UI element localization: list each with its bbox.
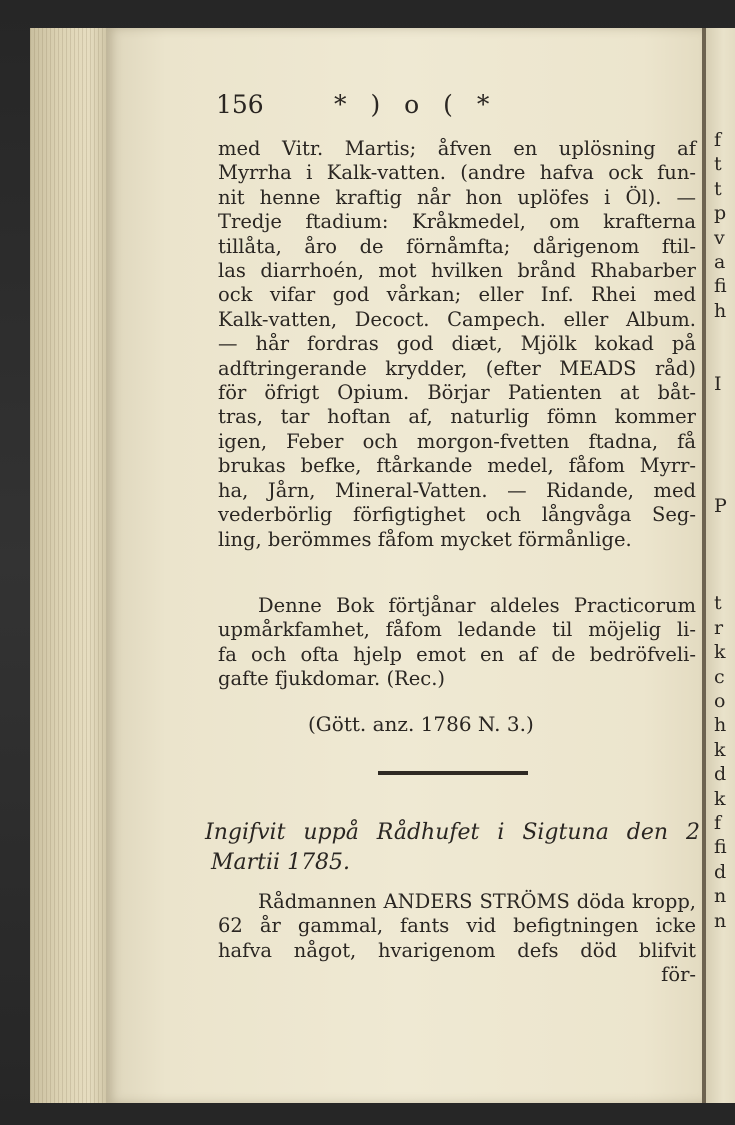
page-edge-stack	[30, 28, 108, 1103]
review-line: gafte fjukdomar. (Rec.)	[218, 667, 446, 691]
body-line: för öfrigt Opium. Börjar Patienten at båt-	[218, 381, 696, 405]
facing-page-fragment: I	[714, 372, 722, 395]
facing-page-fragment: a	[714, 250, 726, 273]
facing-page-fragment: n	[714, 909, 727, 932]
body-line: med Vitr. Martis; åfven en uplösning af	[218, 137, 696, 160]
section-heading-line-1: Ingifvit uppå Rådhufet i Sigtuna den 2	[205, 820, 700, 845]
citation: (Gött. anz. 1786 N. 3.)	[308, 712, 534, 736]
body-line: Tredje ftadium: Kråkmedel, om krafterna	[218, 210, 696, 234]
facing-page-fragment	[714, 323, 735, 347]
facing-page-fragment: h	[714, 299, 727, 322]
body-line: tillåta, åro de förnåmfta; dårigenom ftil-	[218, 234, 696, 258]
facing-page-fragment: v	[714, 226, 725, 249]
body-line: brukas befke, ftårkande medel, fåfom Myrr-	[218, 454, 696, 478]
body-line: ling, berömmes fåfom mycket förmånlige.	[218, 527, 632, 551]
header-ornament: * ) o ( *	[334, 90, 498, 119]
facing-page-fragment	[714, 445, 735, 469]
facing-page-fragment: t	[714, 153, 722, 176]
facing-page-fragment: r	[714, 616, 724, 639]
facing-page-fragment: h	[714, 714, 727, 737]
running-header	[216, 90, 686, 126]
final-line: hafva något, hvarigenom defs död blifvit	[218, 938, 696, 962]
final-line: för-	[661, 963, 696, 987]
facing-page-fragment: o	[714, 689, 726, 712]
page-number: 156	[216, 90, 264, 119]
body-line: igen, Feber och morgon-fvetten ftadna, få	[218, 429, 696, 453]
section-heading	[205, 818, 700, 878]
facing-page-fragment: P	[714, 494, 727, 517]
body-line: vederbörlig förfigtighet och långvåga Seg-	[218, 503, 696, 527]
review-line: upmårkfamhet, fåfom ledande til möjelig li-	[218, 618, 696, 642]
final-line: 62 år gammal, fants vid befigtningen icke	[218, 914, 696, 938]
facing-page-text	[714, 128, 735, 933]
facing-page-fragment	[714, 567, 735, 591]
body-line: — hår fordras god diæt, Mjölk kokad på	[218, 332, 696, 356]
facing-page-fragment	[714, 518, 735, 542]
body-line: Kalk-vatten, Decoct. Campech. eller Album.	[218, 307, 696, 331]
facing-page-fragment: n	[714, 885, 727, 908]
facing-page-fragment: fi	[714, 836, 727, 859]
main-paragraph	[218, 137, 696, 552]
facing-page-fragment: c	[714, 665, 725, 688]
body-line: nit henne kraftig når hon uplöfes i Öl). —	[218, 185, 696, 209]
facing-page-fragment: d	[714, 763, 727, 786]
facing-page-fragment	[714, 396, 735, 420]
facing-page-fragment	[714, 348, 735, 372]
facing-page-fragment	[714, 421, 735, 445]
review-paragraph	[218, 594, 696, 692]
facing-page-fragment: k	[714, 641, 726, 664]
body-line: las diarrhoén, mot hvilken brånd Rhabarber	[218, 259, 696, 283]
facing-page-fragment	[714, 469, 735, 493]
body-line: tras, tar hoftan af, naturlig fömn kommer	[218, 405, 696, 429]
final-line: Rådmannen ANDERS STRÖMS döda kropp,	[258, 890, 696, 913]
body-line: adftringerande krydder, (efter MEADS råd)	[218, 356, 696, 380]
facing-page-fragment: k	[714, 787, 726, 810]
facing-page-fragment: f	[714, 811, 722, 834]
body-line: Myrrha i Kalk-vatten. (andre hafva ock fun-	[218, 161, 696, 185]
facing-page-edge	[706, 28, 735, 1103]
facing-page-fragment: f	[714, 129, 722, 151]
section-divider	[378, 771, 528, 775]
facing-page-fragment	[714, 543, 735, 567]
section-heading-line-2: Martii 1785.	[211, 850, 351, 875]
review-line: Denne Bok förtjånar aldeles Practicorum	[258, 594, 696, 617]
body-line: ha, Jårn, Mineral-Vatten. — Ridande, med	[218, 478, 696, 502]
body-line: ock vifar god vårkan; eller Inf. Rhei med	[218, 283, 696, 307]
facing-page-fragment: k	[714, 738, 726, 761]
facing-page-fragment: t	[714, 177, 722, 200]
facing-page-fragment: p	[714, 202, 727, 225]
facing-page-fragment: d	[714, 860, 727, 883]
facing-page-fragment: fi	[714, 275, 727, 298]
closing-paragraph	[218, 890, 696, 988]
review-line: fa och ofta hjelp emot en af de bedröfveli-	[218, 642, 696, 666]
facing-page-fragment: t	[714, 592, 722, 615]
